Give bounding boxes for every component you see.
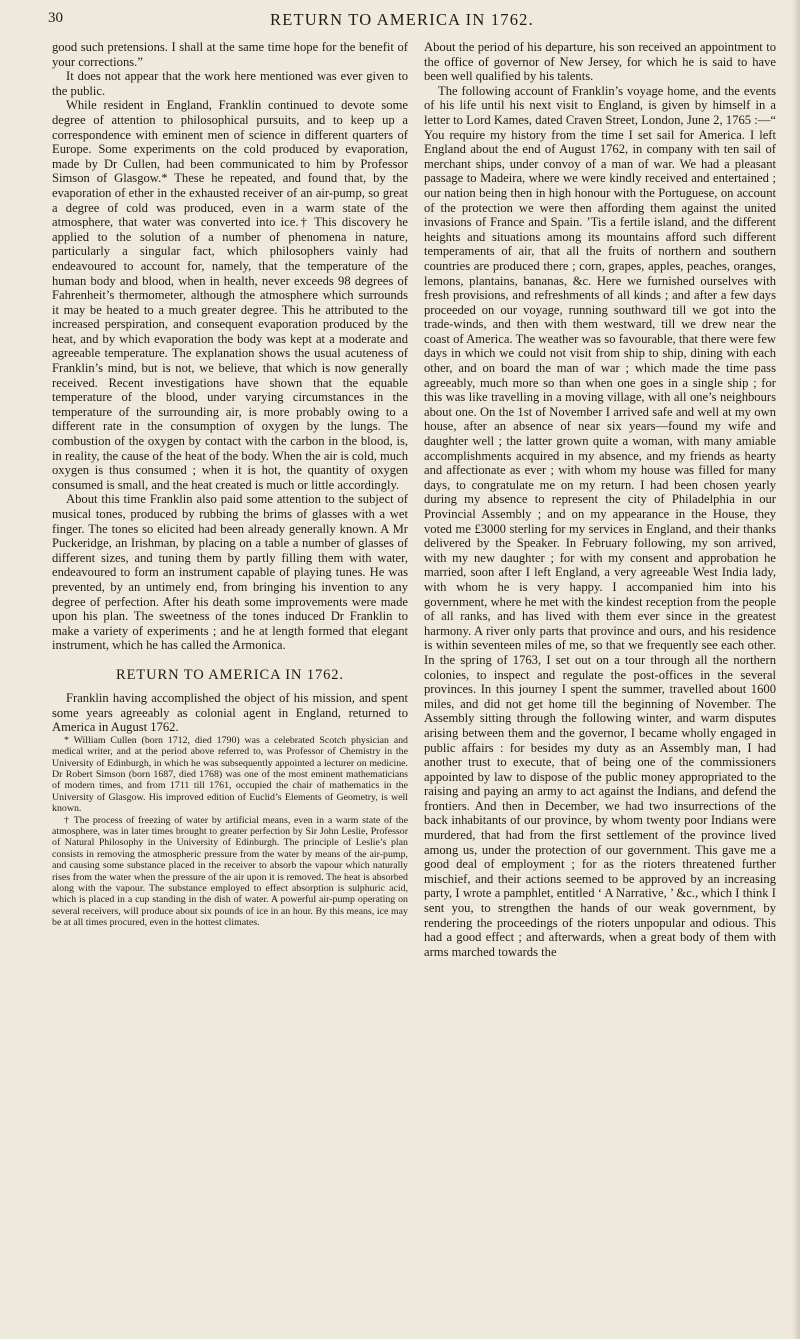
page-edge-shadow bbox=[792, 0, 800, 1339]
body-paragraph: Franklin having accomplished the object of his mission, and spent some years agreeably as colonial agent in England, returned to America in August 1762. bbox=[52, 690, 408, 735]
body-paragraph: The following account of Franklin’s voyage home, and the events of his life until his next visit to England, is given by himself in a letter to Lord Kames, dated Craven Street, London, June 2, 1765 :—“ You require my history from the time I set sail for America. I left England about the end of August 1762, in company with ten sail of merchant ships, under convoy of a man of war. We had a pleasant passage to Madeira, where we were kindly received and entertained ; our nation being then in high honour with the Portuguese, on account of the protection we were then affording them against the united invasions of France and Spain. ’Tis a fertile island, and the different heights and situations among its mountains afford such different temperaments of air, that all the fruits of northern and southern countries are produced there ; corn, grapes, apples, peaches, oranges, lemons, plantains, bananas, &c. Here we furnished ourselves with fresh provisions, and refreshments of all kinds ; and after a few days proceeded on our voyage, running southward till we got into the trade-winds, and then with them westward, till we drew near the coast of America. The weather was so favourable, that there were few days in which we could not visit from ship to ship, dining with each other, and on board the man of war ; which made the time pass agreeably, much more so than when one goes in a single ship ; for this was like travelling in a moving village, with all one’s neighbours about one. On the 1st of November I arrived safe and well at my own house, after an absence of near six years—found my wife and daughter well ; the latter grown quite a woman, with many amiable accomplishments acquired in my absence, and my friends as hearty and affectionate as ever ; with whom my house was filled for many days, to congratulate me on my return. I had been chosen yearly during my absence to represent the city of Philadelphia in our Provincial Assembly ; and on my appearance in the House, they voted me £3000 sterling for my services in England, and their thanks delivered by the Speaker. In February following, my son arrived, with my new daughter ; for with my consent and approbation he married, soon after I left England, a very agreeable West India lady, with whom he is very happy. I accompanied him into his government, where he met with the kindest reception from the people of all ranks, and has lived with them ever since in the greatest harmony. A river only parts that province and ours, and his residence is within seventeen miles of me, so that we frequently see each other. In the spring of 1763, I set out on a tour through all the northern colonies, to inspect and regulate the post-offices in the several provinces. In this journey I spent the summer, travelled about 1600 miles, and did not get home till the beginning of November. The Assembly sitting through the following winter, and warm disputes arising between them and the governor, I became wholly engaged in public affairs : for besides my duty as an Assembly man, I had another trust to execute, that of being one of the commissioners appointed by law to dispose of the public money appropriated to the raising and paying an army to act against the Indians, and defend the frontiers. And then in December, we had two insurrections of the back inhabitants of our province, by whom twenty poor Indians were murdered, that had from the first settlement of the province lived among us, under the protection of our government. This gave me a good deal of employment ; for as the rioters threatened further mischief, and their actions seemed to be approved by an increasing party, I wrote a pamphlet, entitled ‘ A Narrative, ’ &c., which I think I sent you, to strengthen the hands of our weak government, by rendering the proceedings of the rioters unpopular and odious. This had a good effect ; and afterwards, when a great body of them with arms marched towards the bbox=[424, 83, 776, 959]
running-head bbox=[48, 10, 756, 36]
right-column bbox=[424, 40, 776, 959]
section-heading: RETURN TO AMERICA IN 1762. bbox=[116, 666, 344, 683]
body-paragraph: good such pretensions. I shall at the same time hope for the benefit of your corrections.” bbox=[52, 40, 408, 69]
left-column bbox=[52, 40, 408, 929]
footnote: † The process of freezing of water by artificial means, even in a warm state of the atmosphere, was in later times brought to greater perfection by Sir John Leslie, Professor of Natural Philosophy in the University of Edinburgh. The principle of Leslie’s plan consists in removing the atmospheric pressure from the water by means of the air-pump, and causing some substance placed in the receiver to absorb the vapour which naturally rises from the water when the pressure of the air upon it is removed. The heat is absorbed along with the vapour. The substance employed to effect absorption is sulphuric acid, which is placed in a cup standing in the dish of water. A powerful air-pump operating on several receivers, will produce about six pounds of ice in an hour. By this means, ice may be at all times procured, even in the hottest climates. bbox=[52, 814, 408, 929]
running-title: RETURN TO AMERICA IN 1762. bbox=[270, 10, 534, 29]
page-number: 30 bbox=[48, 10, 63, 26]
body-paragraph: About the period of his departure, his son received an appointment to the office of governor of New Jersey, for which he is said to have been well qualified by his talents. bbox=[424, 40, 776, 84]
body-paragraph: It does not appear that the work here mentioned was ever given to the public. bbox=[52, 69, 408, 98]
body-paragraph: About this time Franklin also paid some attention to the subject of musical tones, produced by rubbing the brims of glasses with a wet finger. The tones so elicited had been already generally known. A Mr Puckeridge, an Irishman, by placing on a table a number of glasses of different sizes, and tuning them by partly filling them with water, endeavoured to form an instrument capable of playing tunes. He was prevented, by an untimely end, from bringing his invention to any degree of perfection. After his death some improvements were made upon his plan. The sweetness of the tones induced Dr Franklin to make a variety of experiments ; and he at length formed that elegant instrument, which he has called the Armonica. bbox=[52, 492, 408, 653]
footnote: * William Cullen (born 1712, died 1790) was a celebrated Scotch physician and medical writer, and at the period above referred to, was Professor of Chemistry in the University of Edinburgh, in which he was subsequently appointed a lecturer on medicine. Dr Robert Simson (born 1687, died 1768) was one of the most eminent mathematicians of modern times, and from 1711 till 1761, occupied the chair of mathematics in the University of Glasgow. His improved edition of Euclid’s Elements of Geometry, is well known. bbox=[52, 734, 408, 815]
body-paragraph: While resident in England, Franklin continued to devote some degree of attention to philosophical pursuits, and to keep up a correspondence with eminent men of science in different quarters of Europe. Some experiments on the cold produced by evaporation, made by Dr Cullen, had been communicated to him by Professor Simson of Glasgow.* These he repeated, and found that, by the evaporation of ether in the exhausted receiver of an air-pump, so great a degree of cold was produced, even in a warm state of the atmosphere, that water was converted into ice.† This discovery he applied to the solution of a number of phenomena in nature, particularly a singular fact, which philosophers vainly had endeavoured to account for, namely, that the temperature of the human body and blood, when in health, never exceeds 98 degrees of Fahrenheit’s thermometer, although the atmosphere which surrounds it may be heated to a much greater degree. This he attributed to the increased perspiration, and consequent evaporation produced by the heat, and by which evaporation the body was kept at a moderate and agreeable temperature. The explanation shows the usual acuteness of Franklin’s mind, but is not, we believe, that which is now generally received. Recent investigations have shown that the equable temperature of the blood, under varying circumstances in the temperature of the surrounding air, is more probably owing to a different rate in the consumption of oxygen by the lungs. The combustion of the oxygen by contact with the carbon in the blood, is, in reality, the cause of the heat of the body. When the air is cold, much oxygen is thus consumed ; when it is hot, the quantity of oxygen consumed is small, and the heat created is much or little accordingly. bbox=[52, 98, 408, 492]
